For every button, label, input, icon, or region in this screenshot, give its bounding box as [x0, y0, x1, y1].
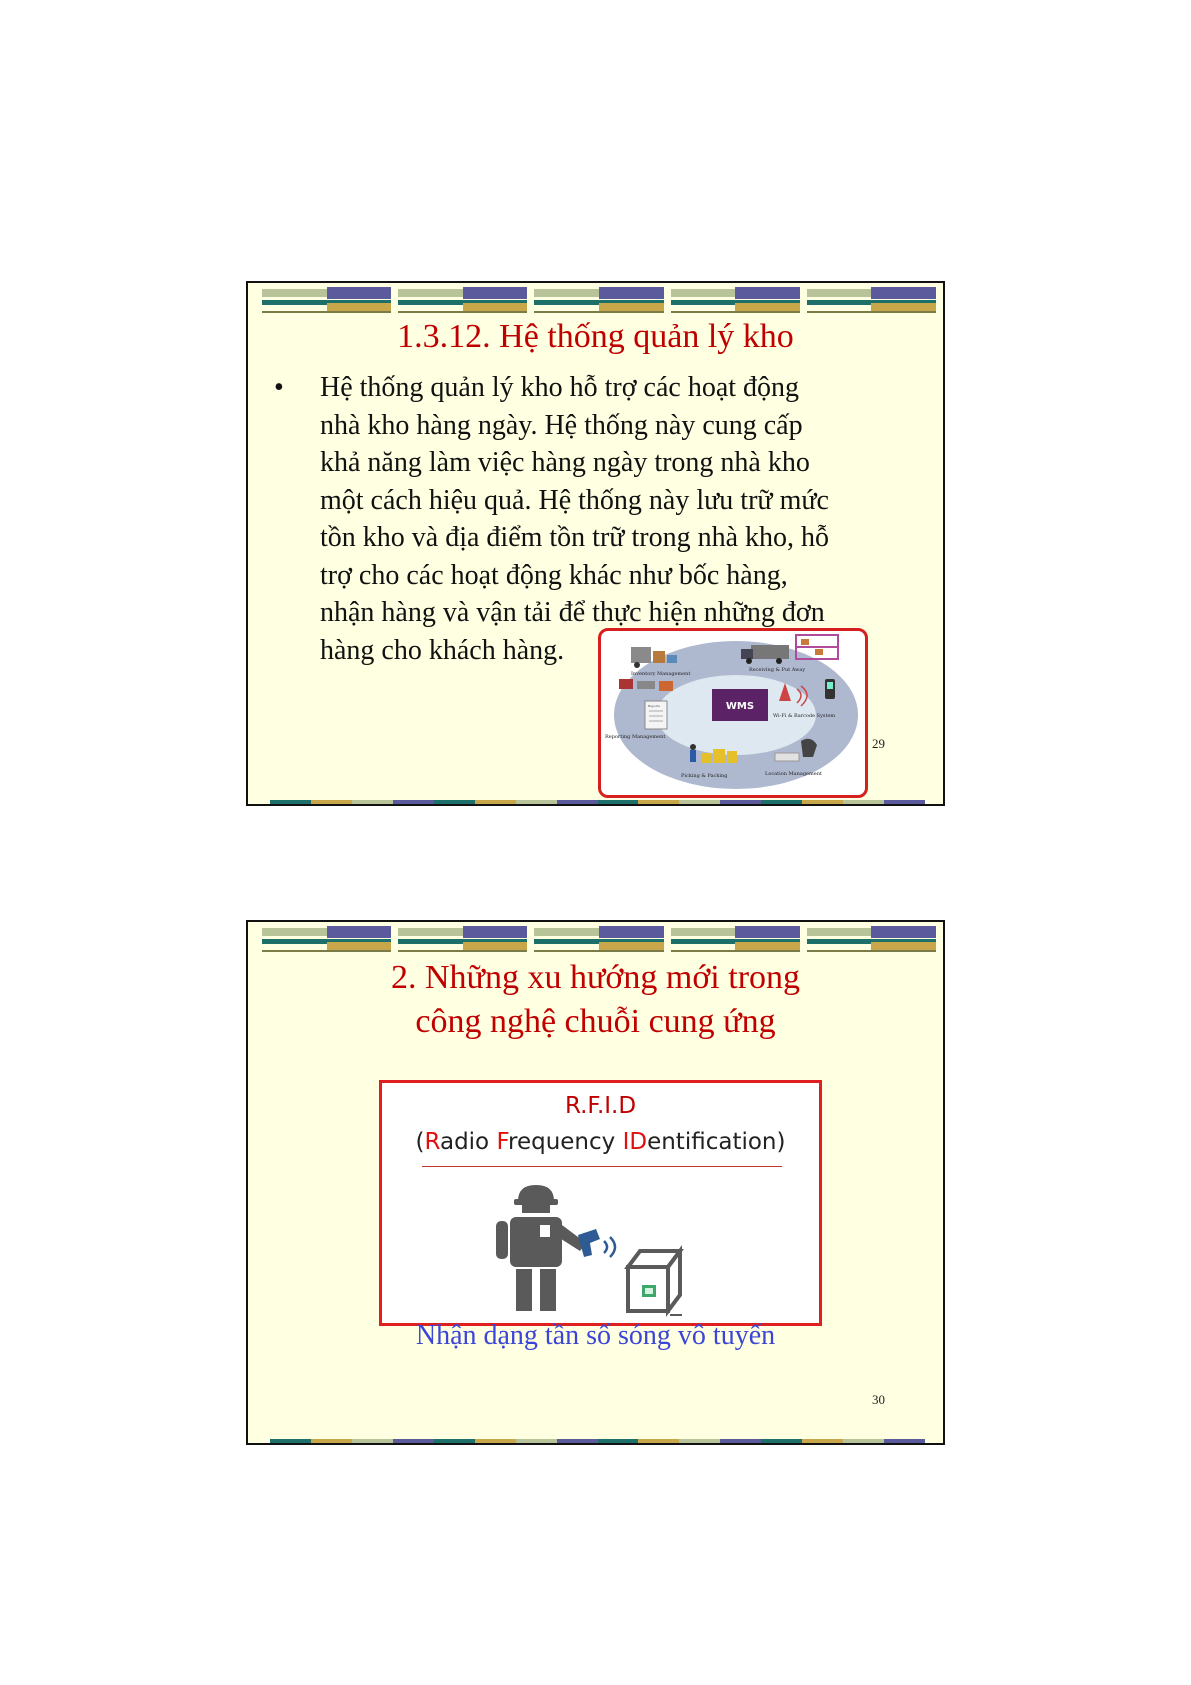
bullet-paragraph: [274, 369, 874, 669]
slide-title-line-1: 2. Những xu hướng mới trong: [390, 959, 801, 996]
bottom-decoration-bar: [270, 800, 925, 804]
wms-core-label: WMS: [725, 701, 755, 712]
bottom-decoration-bar: [270, 1439, 925, 1443]
bullet-line: nhà kho hàng ngày. Hệ thống này cung cấp: [320, 409, 803, 441]
top-decoration-bar: [262, 287, 936, 317]
page-number: 29: [872, 736, 885, 751]
bullet-line: Hệ thống quản lý kho hỗ trợ các hoạt động: [320, 372, 800, 403]
label-location: Location Management: [765, 771, 822, 777]
label-reporting: Reporting Management: [605, 734, 666, 740]
bullet-line: một cách hiệu quả. Hệ thống này lưu trữ mức: [320, 484, 829, 516]
label-receiving: Receiving & Put Away: [749, 667, 806, 673]
box-icon: [628, 1251, 682, 1315]
label-inventory: Inventory Management: [631, 671, 691, 677]
label-wifi: Wi-Fi & Barcode System: [773, 713, 836, 719]
slide-29: [246, 281, 945, 806]
rfid-illustration: [379, 1080, 822, 1326]
bullet-line: hàng cho khách hàng.: [320, 634, 565, 666]
bullet-line: tồn kho và địa điểm tồn trữ trong nhà kho, hỗ: [320, 522, 829, 553]
label-picking: Picking & Packing: [681, 773, 728, 779]
page-number: 30: [872, 1392, 885, 1407]
top-decoration-bar: [262, 926, 936, 956]
label-report-doc: Reports: [648, 704, 660, 708]
slide-title: 1.3.12. Hệ thống quản lý kho: [397, 318, 794, 355]
bullet-dot: •: [274, 372, 284, 403]
bullet-line: trợ cho các hoạt động khác như bốc hàng,: [320, 559, 788, 591]
wms-diagram: [598, 628, 868, 798]
bullet-line: nhận hàng và vận tải để thực hiện những đơn: [320, 597, 825, 628]
worker-scanner-icon: [482, 1181, 782, 1321]
rfid-subtitle: (Radio Frequency IDentification): [415, 1129, 786, 1155]
rfid-caption: Nhận dạng tần số sóng vô tuyến: [415, 1320, 776, 1351]
slide-30: [246, 920, 945, 1445]
bullet-line: khả năng làm việc hàng ngày trong nhà kho: [320, 447, 810, 478]
rfid-underline: [422, 1166, 782, 1167]
rfid-title: R.F.I.D: [564, 1093, 637, 1119]
slide-title-line-2: công nghệ chuỗi cung ứng: [415, 1003, 776, 1040]
